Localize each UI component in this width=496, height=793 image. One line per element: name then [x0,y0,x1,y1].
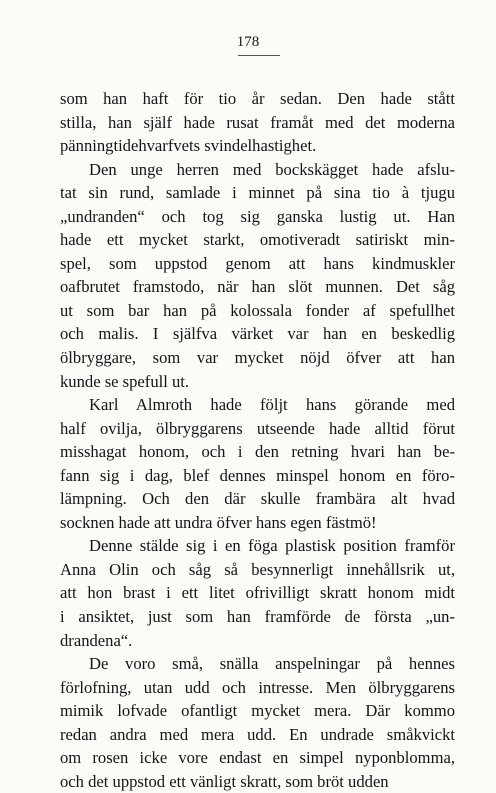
text-line: spel, som uppstod genom att hans kindmuskler [60,253,455,273]
text-line: i ansiktet, just som han framförde de första „un- [60,607,455,627]
text-line: half ovilja, ölbryggarens utseende hade alltid förut [60,418,455,438]
text-line: drandena“. [60,630,133,650]
text-line: Denne stälde sig i en föga plastisk position framför [89,536,455,556]
header-rule [238,55,280,56]
paragraph [60,393,455,534]
text-line: misshagat honom, och i den retning hvari han be- [60,442,455,462]
text-line: mimik lofvade ofantligt mycket mera. Där kommo [60,701,455,721]
text-line: och malis. I själfva värket var han en beskedlig [60,324,455,344]
text-line: kunde se spefull ut. [60,371,190,391]
text-line: oafbrutet framstodo, när han slöt munnen. Det såg [60,277,455,297]
paragraph [60,534,455,652]
page-number: 178 [236,34,260,50]
text-line: hade ett mycket starkt, omotiveradt satiriskt min- [60,230,455,250]
text-line: som han haft för tio år sedan. Den hade stått [60,89,455,108]
text-line: att hon brast i ett litet ofrivilligt skratt honom midt [60,583,455,603]
text-line: ut som bar han på kolossala fonder af spefullhet [60,300,455,320]
text-line: fann sig i dag, blef dennes minspel honom en föro- [60,465,455,485]
text-line: förlofning, utan udd och intresse. Men ölbryggarens [60,677,455,697]
text-line: ölbryggare, som var mycket nöjd öfver att han [60,348,455,368]
text-line: Karl Almroth hade följt hans görande med [89,395,455,415]
text-line: och det uppstod ett vänligt skratt, som bröt udden [60,771,389,791]
text-line: stilla, han själf hade rusat framåt med det moderna [60,112,455,132]
text-line: Anna Olin och såg så besynnerligt innehållsrik ut, [60,559,455,579]
body-text [60,87,455,793]
paragraph [60,652,455,793]
text-line: lämpning. Och den där skulle frambära alt hvad [60,489,455,509]
text-line: socknen hade att undra öfver hans egen fästmö! [60,512,377,532]
text-line: „undranden“ och tog sig ganska lustig ut. Han [60,206,455,226]
text-line: Den unge herren med bockskägget hade afslu- [89,159,455,179]
paragraph [60,158,455,393]
text-line: tat sin rund, samlade i minnet på sina tio à tjugu [60,183,455,203]
paragraph [60,87,455,158]
text-line: om rosen icke vore endast en simpel nyponblomma, [60,748,455,768]
text-line: pänningtidehvarfvets svindelhastighet. [60,136,317,156]
text-line: De voro små, snälla anspelningar på hennes [89,654,455,674]
text-line: redan andra med mera udd. En undrade småkvickt [60,724,455,744]
